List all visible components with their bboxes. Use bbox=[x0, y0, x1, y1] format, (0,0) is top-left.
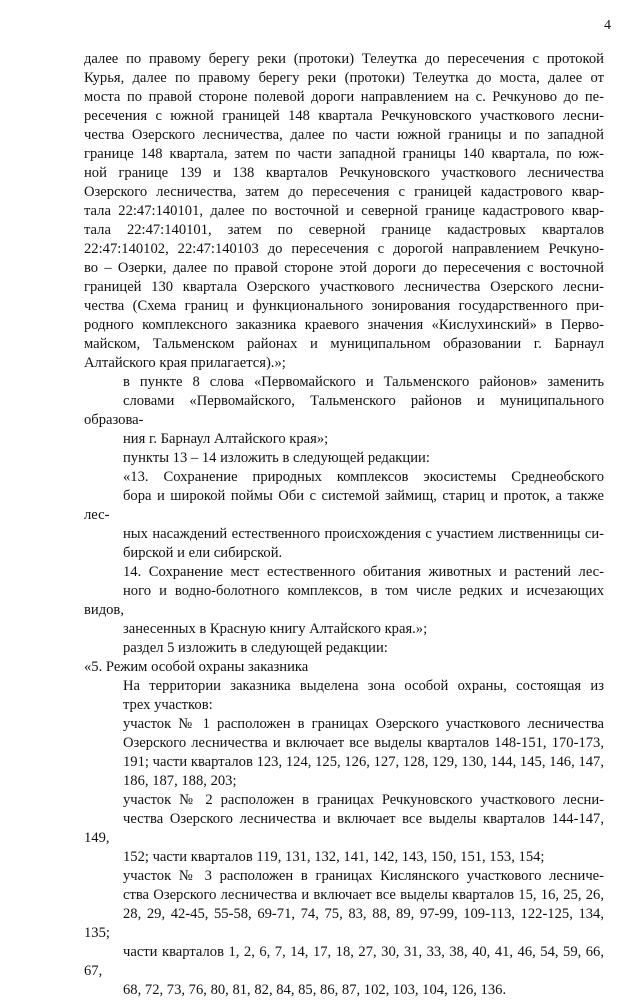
text-line: пункты 13 – 14 изложить в следующей редакции: bbox=[123, 450, 430, 466]
text-line: во – Озерки, далее по правой стороне этой дороги до пересечения с восточной bbox=[84, 260, 604, 276]
text-line: моста по правой стороне полевой дороги направлением на с. Речкуново до пе- bbox=[84, 89, 604, 105]
section-5-heading: «5. Режим особой охраны заказника bbox=[84, 659, 309, 675]
text-line: чества (Схема границ и функционального зонирования государственного при- bbox=[84, 298, 604, 314]
text-line: участок № 2 расположен в границах Речкуновского участкового лесни- bbox=[123, 792, 604, 808]
text-line: Алтайского края прилагается).»; bbox=[84, 355, 286, 371]
text-line: На территории заказника выделена зона особой охраны, состоящая из bbox=[123, 678, 604, 694]
text-line: ресечения с южной границей 148 квартала Речкуновского участкового лесни- bbox=[84, 108, 604, 124]
text-line: Озерского лесничества, затем до пересечения с границей кадастрового квар- bbox=[84, 184, 604, 200]
text-line: участок № 3 расположен в границах Кислянского участкового лесниче- bbox=[123, 868, 604, 884]
document-body bbox=[84, 50, 604, 1000]
text-line: ного и водно-болотного комплексов, в том числе редких и исчезающих видов, bbox=[84, 583, 604, 618]
text-line: ства Озерского лесничества и включает все выделы кварталов 15, 16, 25, 26, bbox=[123, 887, 604, 903]
text-line: бора и широкой поймы Оби с системой займищ, стариц и проток, а также лес- bbox=[84, 488, 604, 523]
text-line: родного комплексного заказника краевого значения «Кислухинский» в Перво- bbox=[84, 317, 604, 333]
text-line: 152; части кварталов 119, 131, 132, 141, 142, 143, 150, 151, 153, 154; bbox=[123, 849, 545, 865]
text-line: чества Озерского лесничества, далее по части южной границы и по западной bbox=[84, 127, 604, 143]
paragraph-section-5-intro bbox=[84, 639, 604, 658]
paragraph-item-14 bbox=[84, 563, 604, 639]
text-line: Озерского лесничества и включает все выделы кварталов 148-151, 170-173, bbox=[123, 735, 604, 751]
text-line: ной границе 139 и 138 кварталов Речкуновского участкового лесничества bbox=[84, 165, 604, 181]
text-line: границе 148 квартала, затем по части западной границы 140 квартала, по юж- bbox=[84, 146, 604, 162]
text-line: 28, 29, 42-45, 55-58, 69-71, 74, 75, 83, 88, 89, 97-99, 109-113, 122-125, 134, 135; bbox=[84, 906, 604, 941]
text-line: 22:47:140102, 22:47:140103 до пересечения с дорогой направлением Речкуно- bbox=[84, 241, 604, 257]
text-line: трех участков: bbox=[123, 697, 213, 713]
paragraph-items-13-14-intro bbox=[84, 449, 604, 468]
text-line: 186, 187, 188, 203; bbox=[123, 773, 237, 789]
text-line: Курья, далее по правому берегу реки (протоки) Телеутка до моста, далее от bbox=[84, 70, 604, 86]
paragraph-plot-3 bbox=[84, 867, 604, 1000]
page-number: 4 bbox=[604, 18, 611, 33]
text-line: участок № 1 расположен в границах Озерского участкового лесничества bbox=[123, 716, 604, 732]
text-line: ных насаждений естественного происхождения с участием лиственницы си- bbox=[123, 526, 604, 542]
text-line: занесенных в Красную книгу Алтайского края.»; bbox=[123, 621, 428, 637]
text-line: в пункте 8 слова «Первомайского и Тальменского районов» заменить bbox=[123, 374, 604, 390]
text-line: 68, 72, 73, 76, 80, 81, 82, 84, 85, 86, 87, 102, 103, 104, 126, 136. bbox=[123, 982, 507, 998]
text-line: 14. Сохранение мест естественного обитания животных и растений лес- bbox=[123, 564, 604, 580]
text-line: чества Озерского лесничества и включает все выделы кварталов 144-147, 149, bbox=[84, 811, 604, 846]
paragraph-boundary-description bbox=[84, 50, 604, 373]
text-line: словами «Первомайского, Тальменского районов и муниципального образова- bbox=[84, 393, 604, 428]
text-line: части кварталов 1, 2, 6, 7, 14, 17, 18, 27, 30, 31, 33, 38, 40, 41, 46, 54, 59, 66, 67, bbox=[84, 944, 604, 979]
text-line: границей 130 квартала Озерского участкового лесничества Озерского лесни- bbox=[84, 279, 604, 295]
paragraph-protection-zone bbox=[84, 677, 604, 715]
text-line: раздел 5 изложить в следующей редакции: bbox=[123, 640, 388, 656]
paragraph-item-13 bbox=[84, 468, 604, 563]
paragraph-plot-1 bbox=[84, 715, 604, 791]
text-line: тала 22:47:140101, затем по северной границе кадастровых кварталов bbox=[84, 222, 604, 238]
paragraph-plot-2 bbox=[84, 791, 604, 867]
text-line: 191; части кварталов 123, 124, 125, 126, 127, 128, 129, 130, 144, 145, 146, 147, bbox=[123, 754, 604, 770]
text-line: майском, Тальменском районах и муниципальном образовании г. Барнаул bbox=[84, 336, 604, 352]
text-line: бирской и ели сибирской. bbox=[123, 545, 283, 561]
text-line: ния г. Барнаул Алтайского края»; bbox=[123, 431, 329, 447]
text-line: далее по правому берегу реки (протоки) Телеутка до пересечения с протокой bbox=[84, 51, 604, 67]
paragraph-item-8-change bbox=[84, 373, 604, 449]
text-line: тала 22:47:140101, далее по восточной и северной границе кадастрового квар- bbox=[84, 203, 604, 219]
text-line: «13. Сохранение природных комплексов экосистемы Среднеобского bbox=[123, 469, 604, 485]
